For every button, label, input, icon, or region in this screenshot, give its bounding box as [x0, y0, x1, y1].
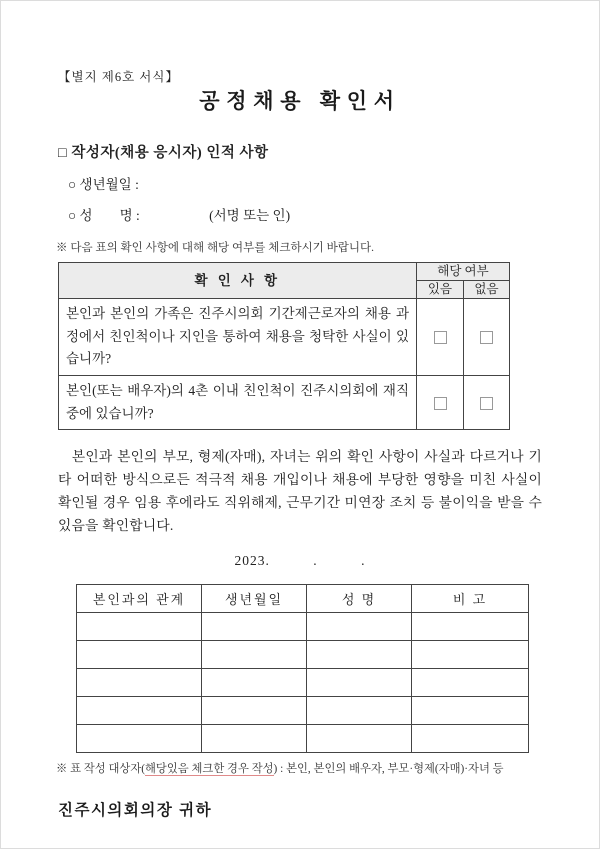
check-instruction-note: ※ 다음 표의 확인 사항에 대해 해당 여부를 체크하시기 바랍니다.	[56, 242, 374, 254]
family-table-row	[77, 696, 529, 724]
confirmation-check-table	[58, 262, 510, 430]
family-table-cell[interactable]	[307, 612, 412, 640]
yes-checkbox[interactable]	[434, 331, 447, 344]
family-table-cell[interactable]	[202, 668, 307, 696]
check-table-row	[59, 299, 510, 376]
family-table-cell[interactable]	[307, 668, 412, 696]
document-title: 공정채용 확인서	[199, 90, 401, 113]
confirmation-paragraph: 본인과 본인의 부모, 형제(자매), 자녀는 위의 확인 사항이 사실과 다르거나 기타 어떠한 방식으로든 적극적 채용 개입이나 채용에 부당한 영향을 미친 사실이 확인될 경우 임용 후에라도 직위해제, 근무기간 미연장 조치 등 불이익을 받을 수 있음을 확인합니다.	[58, 449, 542, 534]
question-text: 본인(또는 배우자)의 4촌 이내 친인척이 진주시의회에 재직 중에 있습니까?	[59, 376, 417, 430]
yes-checkbox-cell	[417, 376, 464, 430]
check-table-no-header: 없음	[464, 281, 510, 299]
form-number-label: 【별지 제6호 서식】	[58, 70, 179, 84]
yes-checkbox[interactable]	[434, 397, 447, 410]
birthdate-field-label	[68, 173, 542, 193]
family-table-body	[77, 612, 529, 752]
check-table-header-row-1	[59, 263, 510, 281]
footnote-suffix: ) : 본인, 본인의 배우자, 부모·형제(자매)·자녀 등	[273, 762, 504, 775]
family-table-header-row	[77, 584, 529, 612]
recipient-line: 진주시의회의장 귀하	[58, 801, 213, 819]
family-table-cell[interactable]	[202, 724, 307, 752]
family-table-cell[interactable]	[77, 724, 202, 752]
name-label: ○ 성 명 :	[68, 208, 140, 223]
family-table-row	[77, 640, 529, 668]
relation-column-header: 본인과의 관계	[77, 584, 202, 612]
family-table-cell[interactable]	[412, 668, 529, 696]
family-table-row	[77, 724, 529, 752]
family-table-row	[77, 668, 529, 696]
family-relations-table	[76, 584, 529, 753]
no-checkbox-cell	[464, 376, 510, 430]
family-table-cell[interactable]	[202, 612, 307, 640]
check-table-row	[59, 376, 510, 430]
no-checkbox[interactable]	[480, 331, 493, 344]
footnote-underlined-text: 해당있음 체크한 경우 작성	[145, 762, 274, 775]
applicant-section-heading: □ 작성자(채용 응시자) 인적 사항	[58, 145, 269, 161]
signature-hint: (서명 또는 인)	[209, 208, 291, 223]
no-checkbox[interactable]	[480, 397, 493, 410]
yes-checkbox-cell	[417, 299, 464, 376]
no-checkbox-cell	[464, 299, 510, 376]
birthdate-column-header: 생년월일	[202, 584, 307, 612]
family-table-cell[interactable]	[202, 696, 307, 724]
name-field-label	[68, 204, 542, 224]
date-line: 2023. . .	[234, 552, 366, 568]
family-table-cell[interactable]	[77, 640, 202, 668]
family-table-cell[interactable]	[202, 640, 307, 668]
birthdate-label: ○ 생년월일 :	[68, 177, 139, 192]
footnote-prefix: ※ 표 작성 대상자(	[56, 762, 146, 775]
question-text: 본인과 본인의 가족은 진주시의회 기간제근로자의 채용 과정에서 친인척이나 지인을 통하여 채용을 청탁한 사실이 있습니까?	[59, 299, 417, 376]
remarks-column-header: 비 고	[412, 584, 529, 612]
family-table-cell[interactable]	[307, 640, 412, 668]
family-table-cell[interactable]	[307, 696, 412, 724]
family-table-cell[interactable]	[412, 612, 529, 640]
family-table-cell[interactable]	[77, 612, 202, 640]
check-table-yes-header: 있음	[417, 281, 464, 299]
family-table-cell[interactable]	[77, 668, 202, 696]
family-table-cell[interactable]	[307, 724, 412, 752]
family-table-row	[77, 612, 529, 640]
table-footnote	[56, 760, 542, 776]
check-table-group-header: 해당 여부	[417, 263, 510, 281]
name-column-header: 성 명	[307, 584, 412, 612]
family-table-cell[interactable]	[412, 724, 529, 752]
check-table-main-header: 확 인 사 항	[59, 263, 417, 299]
family-table-cell[interactable]	[412, 640, 529, 668]
family-table-cell[interactable]	[412, 696, 529, 724]
family-table-cell[interactable]	[77, 696, 202, 724]
